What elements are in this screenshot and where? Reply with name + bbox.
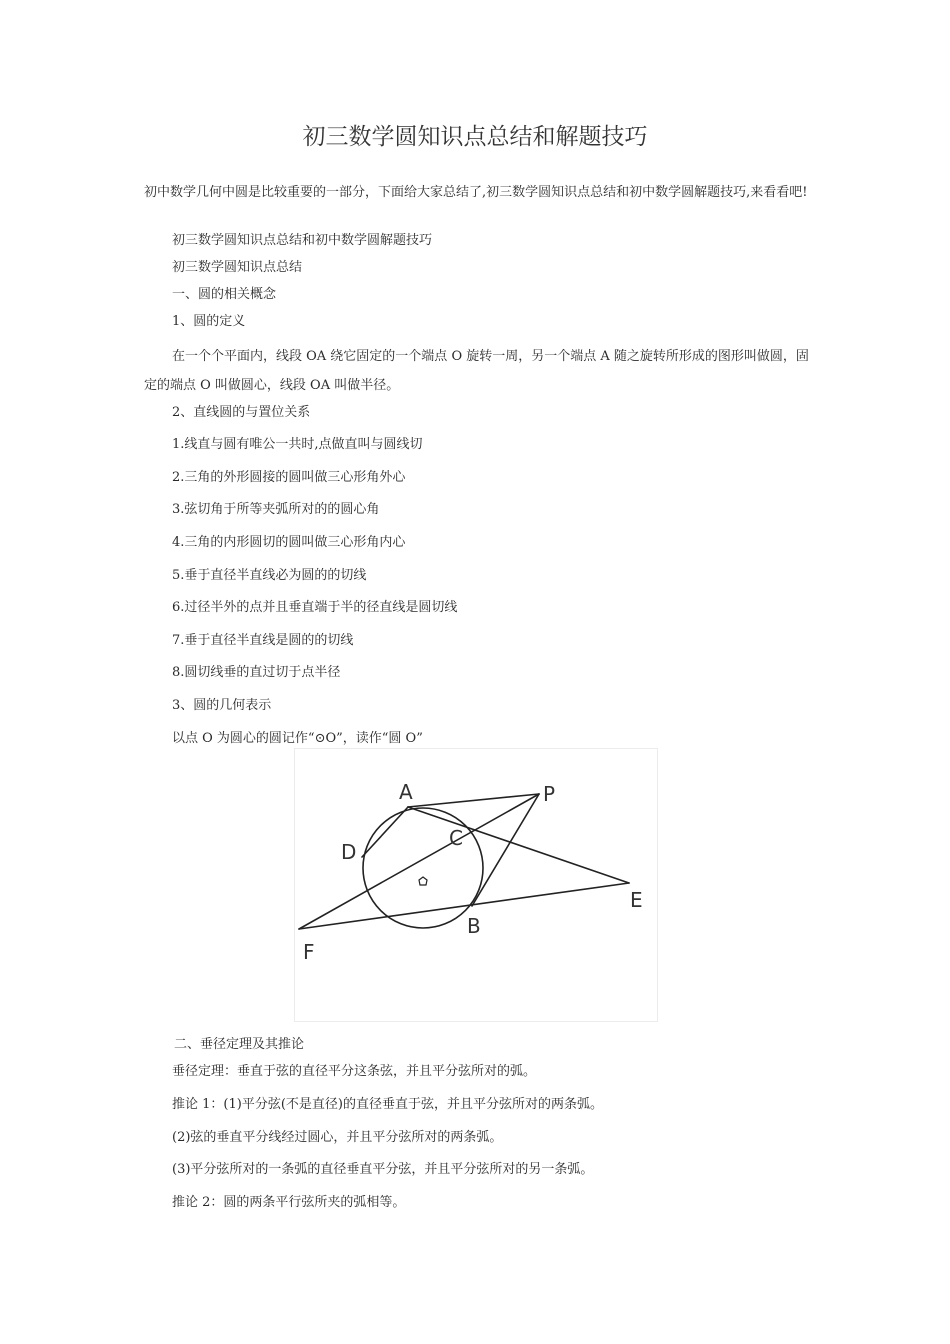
definition-heading: 1、圆的定义 <box>172 314 246 329</box>
label-c: C <box>449 826 463 850</box>
corollary-1-part-2: (2)弦的垂直平分线经过圆心，并且平分弦所对的两条弧。 <box>172 1130 503 1145</box>
line-fe <box>299 883 629 929</box>
line-pb <box>472 794 539 906</box>
label-d: D <box>341 840 357 864</box>
intro-paragraph: 初中数学几何中圆是比较重要的一部分，下面给大家总结了,初三数学圆知识点总结和初中数学圆解题技巧,来看看吧! <box>144 185 808 200</box>
position-heading: 2、直线圆的与置位关系 <box>172 405 311 420</box>
line-ad <box>362 807 408 857</box>
label-e: E <box>630 888 643 912</box>
list-item: 5.垂于直径半直线必为圆的的切线 <box>172 568 367 583</box>
geometry-text: 以点 O 为圆心的圆记作“⊙O”，读作“圆 O” <box>172 731 423 746</box>
subtitle-1: 初三数学圆知识点总结和初中数学圆解题技巧 <box>172 233 433 248</box>
list-item: 2.三角的外形圆接的圆叫做三心形角外心 <box>172 470 406 485</box>
line-ae <box>408 807 629 883</box>
page-title: 初三数学圆知识点总结和解题技巧 <box>302 124 648 150</box>
subtitle-2: 初三数学圆知识点总结 <box>172 260 303 275</box>
definition-text: 在一个个平面内，线段 OA 绕它固定的一个端点 O 旋转一周，另一个端点 A 随之旋转所形成的图形叫做圆，固定的端点 O 叫做圆心，线段 OA 叫做半径。 <box>144 349 809 393</box>
label-a: A <box>399 780 413 804</box>
section-2-heading: 二、垂径定理及其推论 <box>174 1037 305 1052</box>
corollary-1: 推论 1：(1)平分弦(不是直径)的直径垂直于弦，并且平分弦所对的两条弧。 <box>172 1097 603 1112</box>
corollary-2: 推论 2：圆的两条平行弦所夹的弧相等。 <box>172 1195 406 1210</box>
label-b: B <box>467 914 481 938</box>
list-item: 3.弦切角于所等夹弧所对的的圆心角 <box>172 502 380 517</box>
list-item: 4.三角的内形圆切的圆叫做三心形角内心 <box>172 535 406 550</box>
list-item: 1.线直与圆有唯公一共时,点做直叫与圆线切 <box>172 437 423 452</box>
list-item: 8.圆切线垂的直过切于点半径 <box>172 665 341 680</box>
line-pf <box>299 794 539 929</box>
section-1-heading: 一、圆的相关概念 <box>172 287 277 302</box>
list-item: 7.垂于直径半直线是圆的的切线 <box>172 633 354 648</box>
circle-diagram <box>295 749 657 1021</box>
label-f: F <box>303 940 315 964</box>
list-item: 6.过径半外的点并且垂直端于半的径直线是圆切线 <box>172 600 458 615</box>
corollary-1-part-3: (3)平分弦所对的一条弧的直径垂直平分弦，并且平分弦所对的另一条弧。 <box>172 1162 594 1177</box>
theorem-text: 垂径定理：垂直于弦的直径平分这条弦，并且平分弦所对的弧。 <box>172 1064 537 1079</box>
point-o-mark <box>419 877 427 885</box>
label-p: P <box>543 782 556 806</box>
geometry-heading: 3、圆的几何表示 <box>172 698 272 713</box>
circle-figure <box>294 748 658 1022</box>
